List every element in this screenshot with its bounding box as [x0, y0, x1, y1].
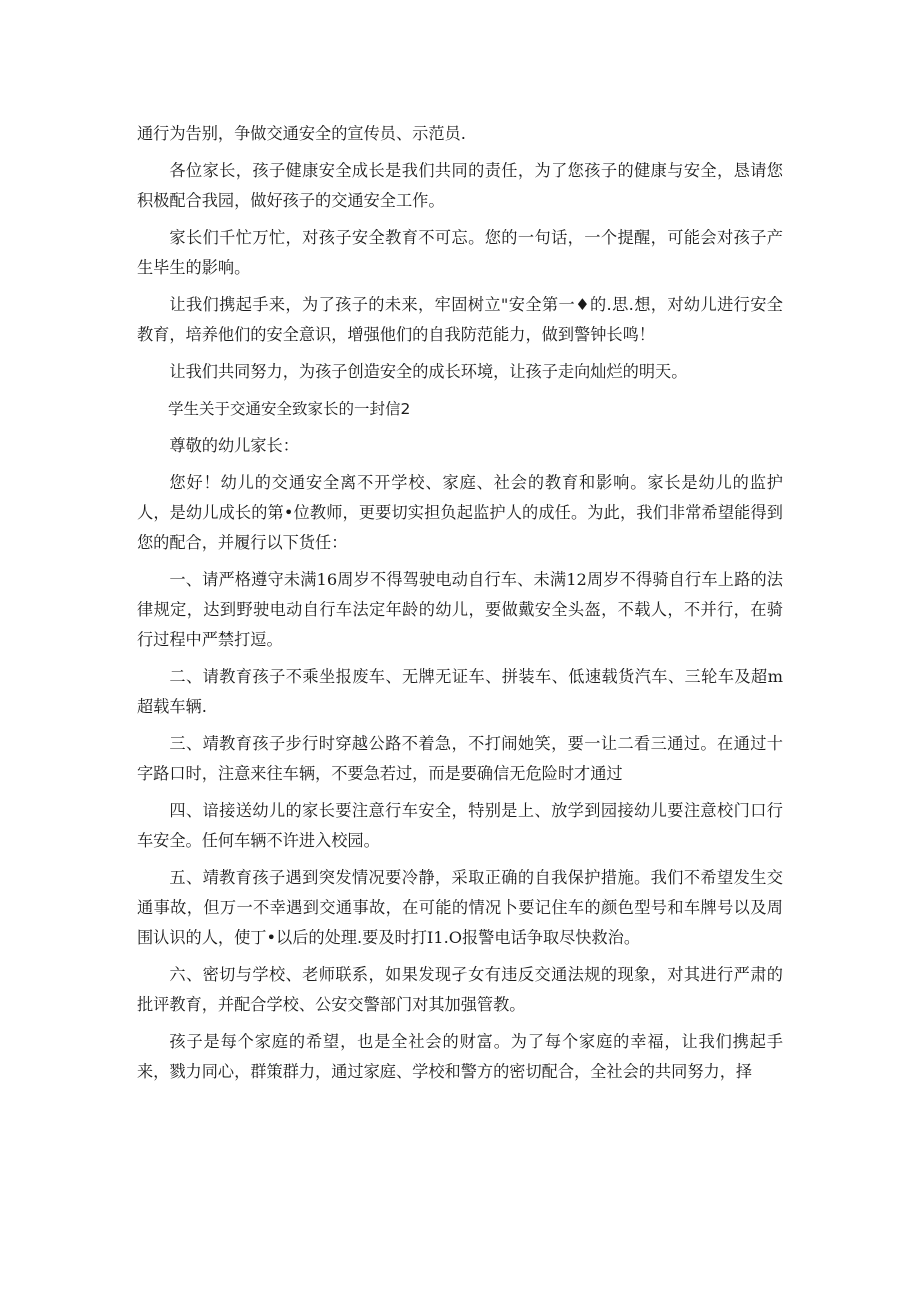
paragraph-item-6: 六、密切与学校、老师联系，如果发现孑女有违反交通法规的现象，对其进行严肃的批评教育，并配合学校、公安交警部门对其加强管教。 — [137, 965, 783, 1014]
paragraph-greeting: 您好！幼儿的交通安全离不开学校、家庭、社会的教育和影响。家长是幼儿的监护人，是幼儿成长的第•位教师，更要切实担负起监护人的成任。为此，我们非常希望能得到您的配合，并履行以下货任： — [137, 473, 783, 552]
paragraph-item-4: 四、谙接送幼儿的家长要注意行车安全，特别是上、放学到园接幼儿要注意校门口行车安全。任何车辆不许进入校园。 — [137, 801, 783, 850]
letter-salutation: 尊敬的幼儿家长： — [169, 436, 299, 455]
paragraph-item-1: 一、请严格遵守未满16周岁不得驾驶电动自行车、未满12周岁不得骑自行车上路的法律规定，达到野驶电动自行车法定年龄的幼儿，要做戴安全头盔，不载人，不并行，在骑行过程中严禁打逗。 — [137, 570, 783, 649]
paragraph-closing: 孩子是每个家庭的希望，也是全社会的财富。为了每个家庭的幸福，让我们携起手来，戮力同心，群策群力，通过家庭、学校和警方的密切配合，全社会的共同努力，择 — [137, 1032, 783, 1081]
document-body — [137, 119, 783, 1094]
paragraph-safety-first: 让我们携起手来，为了孩子的未来，牢固树立"安全第一♦的.思.想，对幼儿进行安全教育，培养他们的安全意识，增强他们的自我防范能力，做到警钟长鸣！ — [137, 295, 783, 344]
paragraph-continuation: 通行为告别，争做交通安全的宣传员、示范员. — [137, 124, 466, 143]
paragraph-reminder: 家长们千忙万忙，对孩子安全教育不可忘。您的一句话，一个提醒，可能会对孩子产生毕生的影响。 — [137, 228, 783, 277]
paragraph-common-effort: 让我们共同努力，为孩子创造安全的成长环境，让孩子走向灿烂的明天。 — [169, 362, 688, 381]
paragraph-item-2: 二、请教育孩子不乘坐报废车、无牌无证车、拼装车、低速载货汽车、三轮车及超m超载车辆. — [137, 667, 783, 716]
paragraph-responsibility: 各位家长，孩子健康安全成长是我们共同的责任，为了您孩子的健康与安全，恳请您积极配合我园，做好孩子的交通安全工作。 — [137, 161, 783, 210]
letter-title: 学生关于交通安全致家长的一封信2 — [168, 400, 411, 418]
paragraph-item-5: 五、靖教育孩子遇到突发情况要冷静，采取正确的自我保护措施。我们不希望发生交通事故，但万一不幸遇到交通事故，在可能的情况卜要记住车的颜色型号和车牌号以及周围认识的人，使丁•以后的处理.要及时打I1.O报警电话争取尽快救治。 — [137, 868, 783, 947]
paragraph-item-3: 三、靖教育孩子步行时穿越公路不着急，不打闹她笑，要一让二看三通过。在通过十字路口时，注意来往车辆，不要急若过，而是要确信无危险时才通过 — [137, 734, 783, 783]
